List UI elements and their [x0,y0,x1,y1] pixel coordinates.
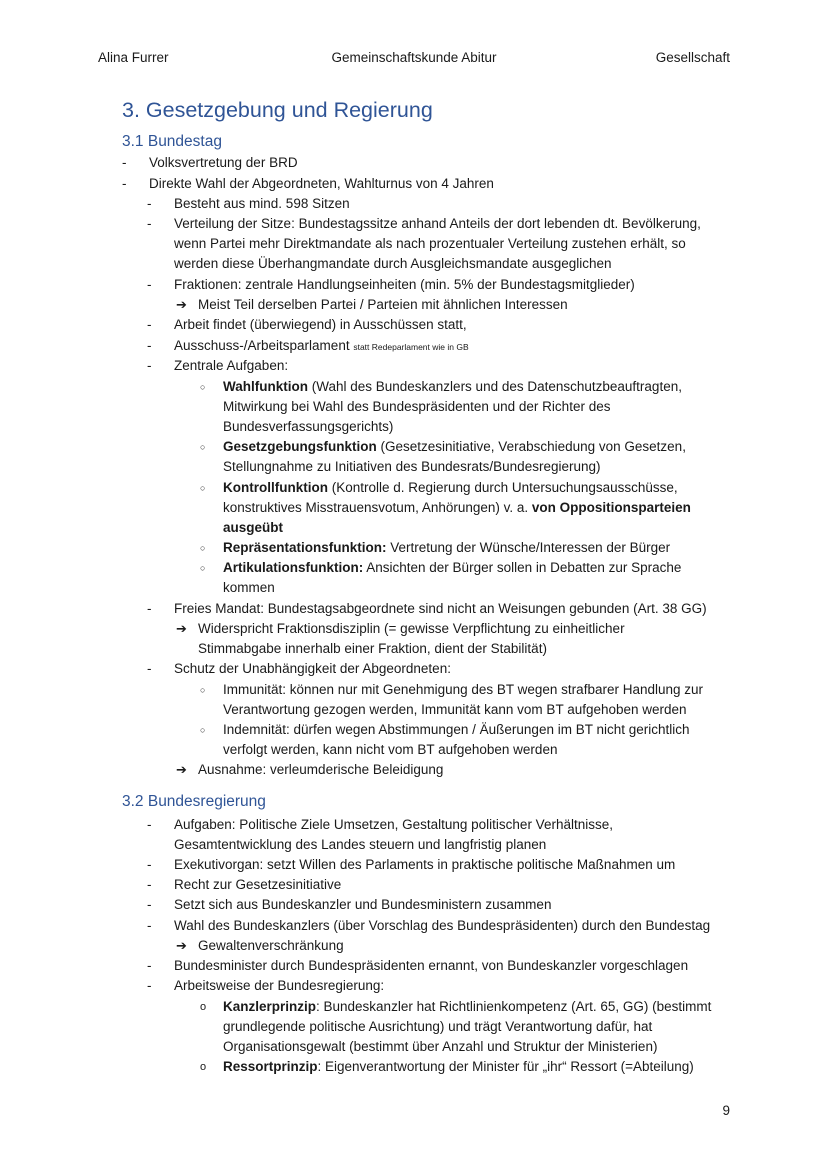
note: statt Redeparlament wie in GB [353,342,469,352]
arrow-right-icon: ➔ [176,621,187,636]
circle-bullet-icon: ○ [200,543,206,553]
list-item: Bundesminister durch Bundespräsidenten ernannt, von Bundeskanzler vorgeschlagen [174,958,689,973]
bullet-dash: - [147,216,152,231]
header-author: Alina Furrer [98,50,169,65]
list-item: Setzt sich aus Bundeskanzler und Bundesministern zusammen [174,897,552,912]
list-item: Arbeitsweise der Bundesregierung: [174,978,385,993]
list-item-continuation: grundlegende politische Ausrichtung) und trägt Verantwortung dafür, hat [223,1019,653,1034]
list-item: Ausnahme: verleumderische Beleidigung [198,762,444,777]
description: konstruktives Misstrauensvotum, Anhörungen) v. a. [223,500,532,515]
list-item: Arbeit findet (überwiegend) in Ausschüssen statt, [174,317,467,332]
circle-bullet-icon: o [200,1001,207,1013]
term: Ausschuss-/Arbeitsparlament [174,338,350,353]
header-topic: Gesellschaft [655,50,730,65]
list-item [223,558,681,578]
header-course: Gemeinschaftskunde Abitur [331,50,497,65]
bullet-dash: - [147,317,152,332]
circle-bullet-icon: ○ [200,483,206,493]
term: Ressortprinzip [223,1059,318,1074]
section-heading-bundesregierung: 3.2 Bundesregierung [122,793,266,810]
list-item-continuation [223,498,691,518]
description: Ansichten der Bürger sollen in Debatten zur Sprache [363,560,682,575]
bullet-dash: - [147,958,152,973]
description: (Gesetzesinitiative, Verabschiedung von Gesetzen, [376,439,686,454]
arrow-right-icon: ➔ [176,762,187,777]
chapter-heading: 3. Gesetzgebung und Regierung [122,98,433,122]
term: Repräsentationsfunktion: [223,540,387,555]
list-item [223,997,711,1017]
circle-bullet-icon: o [200,1061,207,1073]
list-item-continuation: Verantwortung gezogen werden, Immunität kann vom BT aufgehoben werden [223,702,687,717]
list-item [223,377,682,397]
circle-bullet-icon: ○ [200,563,206,573]
list-item: Indemnität: dürfen wegen Abstimmungen / Äußerungen im BT nicht gerichtlich [223,722,690,737]
page-number: 9 [722,1103,730,1118]
bullet-dash: - [147,897,152,912]
term: Kanzlerprinzip [223,999,317,1014]
list-item [223,437,686,457]
list-item: Zentrale Aufgaben: [174,358,289,373]
bullet-dash: - [147,601,152,616]
bullet-dash: - [147,338,152,353]
bullet-dash: - [147,358,152,373]
arrow-right-icon: ➔ [176,297,187,312]
arrow-right-icon: ➔ [176,938,187,953]
list-item-continuation: wenn Partei mehr Direktmandate als nach prozentualer Verteilung zustehen erhält, so [174,236,686,251]
bullet-dash: - [147,661,152,676]
circle-bullet-icon: ○ [200,685,206,695]
list-item: Schutz der Unabhängigkeit der Abgeordneten: [174,661,451,676]
list-item: Fraktionen: zentrale Handlungseinheiten (min. 5% der Bundestagsmitglieder) [174,277,635,292]
description: (Wahl des Bundeskanzlers und des Datenschutzbeauftragten, [307,379,682,394]
list-item: Volksvertretung der BRD [149,155,298,170]
list-item: Wahl des Bundeskanzlers (über Vorschlag des Bundespräsidenten) durch den Bundestag [174,918,711,933]
list-item: Freies Mandat: Bundestagsabgeordnete sind nicht an Weisungen gebunden (Art. 38 GG) [174,601,707,616]
bullet-dash: - [147,817,152,832]
list-item-continuation: Stellungnahme zu Initiativen des Bundesrats/Bundesregierung) [223,459,601,474]
term: Wahlfunktion [223,379,308,394]
list-item: Widerspricht Fraktionsdisziplin (= gewisse Verpflichtung zu einheitlicher [198,621,625,636]
term: Kontrollfunktion [223,480,328,495]
list-item-continuation: werden diese Überhangmandate durch Ausgleichsmandate ausgeglichen [174,256,612,271]
list-item: Verteilung der Sitze: Bundestagssitze anhand Anteils der dort lebenden dt. Bevölkerung, [174,216,701,231]
list-item [223,478,678,498]
list-item-continuation: Mitwirkung bei Wahl des Bundespräsidenten und der Richter des [223,399,611,414]
bullet-dash: - [147,857,152,872]
bullet-dash: - [122,155,127,170]
section-heading-bundestag: 3.1 Bundestag [122,133,222,150]
circle-bullet-icon: ○ [200,382,206,392]
list-item-continuation: Organisationsgewalt (bestimmt über Anzahl und Struktur der Ministerien) [223,1039,658,1054]
list-item-continuation: Stimmabgabe innerhalb einer Fraktion, dient der Stabilität) [198,641,547,656]
circle-bullet-icon: ○ [200,442,206,452]
bullet-dash: - [147,877,152,892]
term: Gesetzgebungsfunktion [223,439,377,454]
description: : Eigenverantwortung der Minister für „ihr“ Ressort (=Abteilung) [317,1059,694,1074]
list-item-continuation: kommen [223,580,275,595]
bullet-dash: - [122,176,127,191]
list-item [174,336,469,357]
list-item: Meist Teil derselben Partei / Parteien mit ähnlichen Interessen [198,297,568,312]
list-item-continuation: verfolgt werden, kann nicht vom BT aufgehoben werden [223,742,558,757]
list-item-continuation: Bundesverfassungsgerichts) [223,419,394,434]
description: Vertretung der Wünsche/Interessen der Bürger [386,540,671,555]
description: : Bundeskanzler hat Richtlinienkompetenz (Art. 65, GG) (bestimmt [316,999,712,1014]
list-item [223,1057,694,1077]
list-item [223,538,670,558]
list-item-continuation: Gesamtentwicklung des Landes steuern und langfristig planen [174,837,547,852]
bullet-dash: - [147,196,152,211]
list-item: Direkte Wahl der Abgeordneten, Wahlturnus von 4 Jahren [149,176,494,191]
description: (Kontrolle d. Regierung durch Untersuchungsausschüsse, [327,480,678,495]
bullet-dash: - [147,277,152,292]
bullet-dash: - [147,918,152,933]
bullet-dash: - [147,978,152,993]
term: Artikulationsfunktion: [223,560,364,575]
circle-bullet-icon: ○ [200,725,206,735]
list-item: Immunität: können nur mit Genehmigung des BT wegen strafbarer Handlung zur [223,682,704,697]
list-item: Besteht aus mind. 598 Sitzen [174,196,350,211]
list-item: Gewaltenverschränkung [198,938,344,953]
list-item: Aufgaben: Politische Ziele Umsetzen, Gestaltung politischer Verhältnisse, [174,817,613,832]
list-item: Exekutivorgan: setzt Willen des Parlaments in praktische politische Maßnahmen um [174,857,676,872]
emphasis: von Oppositionsparteien [531,500,691,515]
list-item-continuation: ausgeübt [223,520,284,535]
list-item: Recht zur Gesetzesinitiative [174,877,342,892]
